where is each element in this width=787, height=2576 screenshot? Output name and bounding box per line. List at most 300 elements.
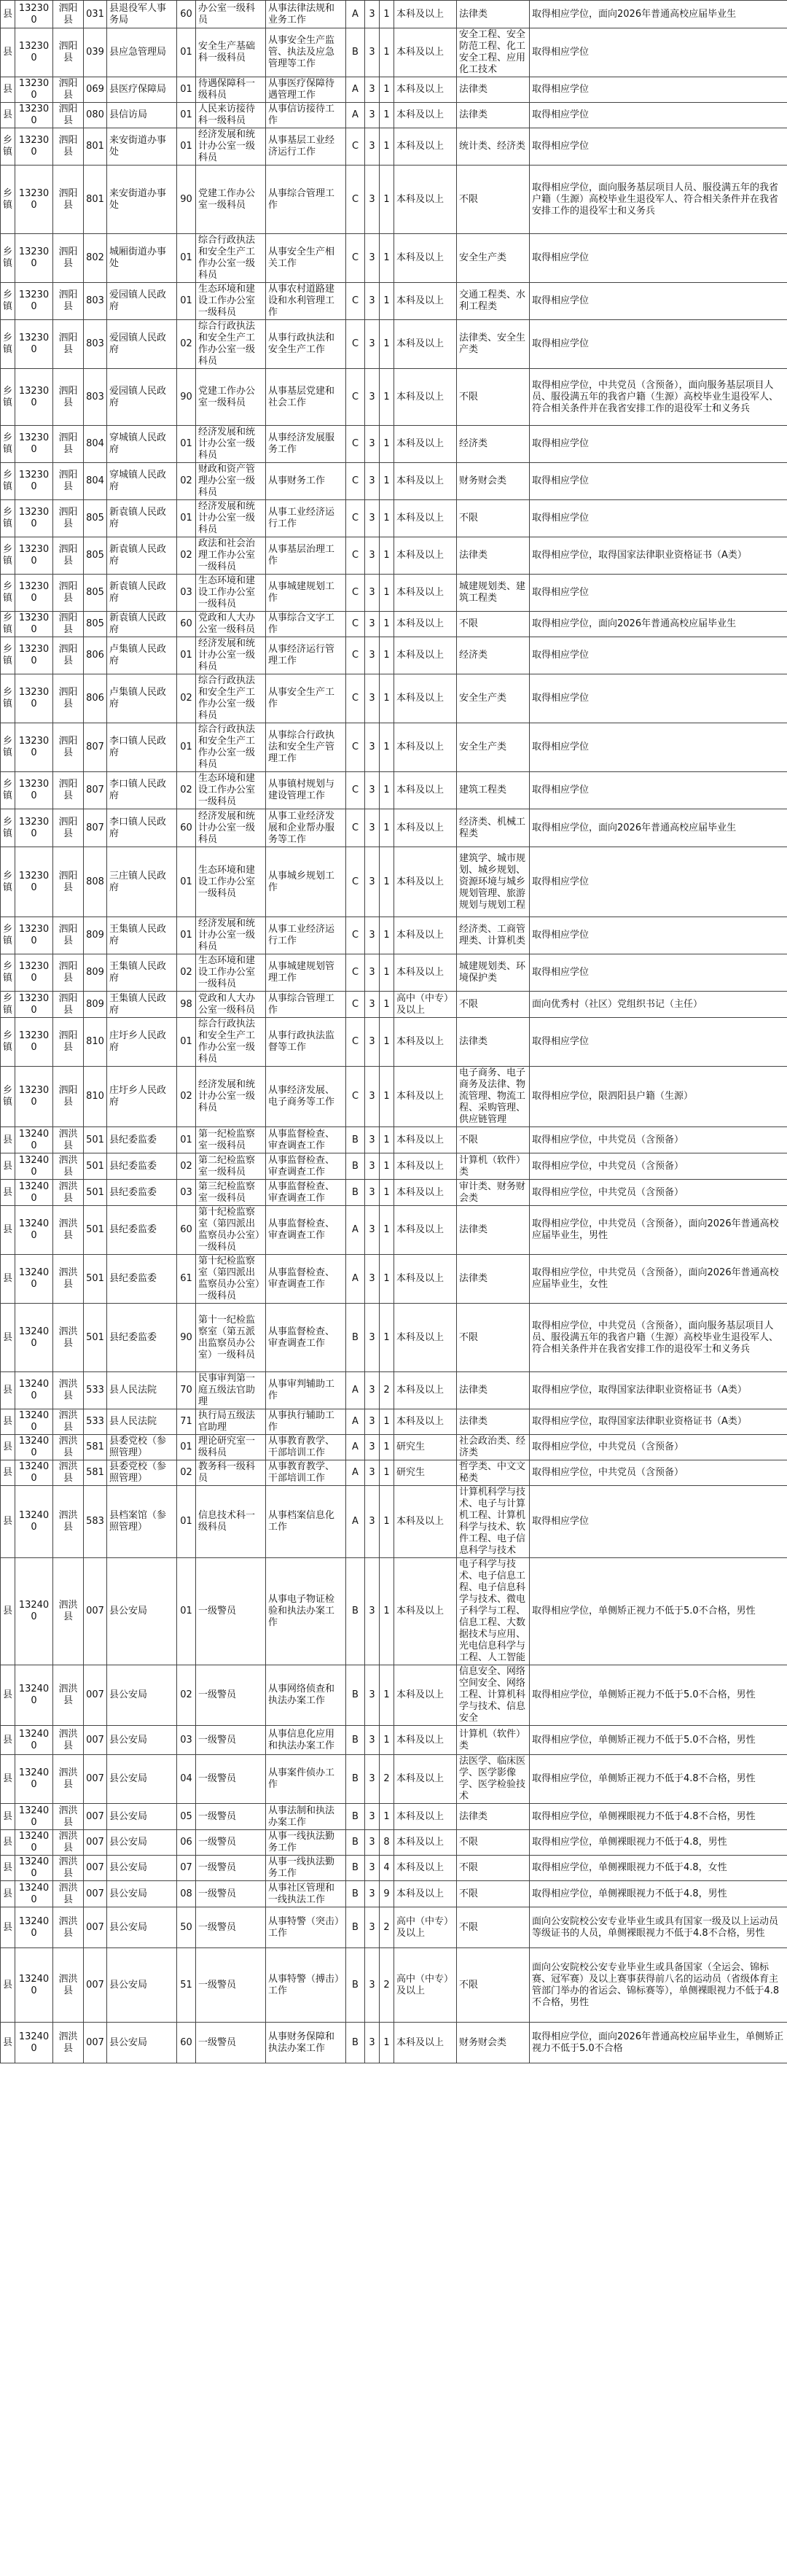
cell-pos_code: 51 bbox=[177, 1948, 196, 2023]
cell-pos_code: 01 bbox=[177, 1018, 196, 1067]
cell-code: 132300 bbox=[15, 1067, 53, 1127]
cell-level: 乡镇 bbox=[1, 426, 15, 463]
cell-major: 社会政治类、经济类 bbox=[457, 1435, 530, 1460]
cell-dept_code: 810 bbox=[84, 1067, 107, 1127]
cell-major: 计算机科学与技术、电子与计算机工程、计算机科学与技术、软件工程、电子信息科学与技术 bbox=[457, 1486, 530, 1558]
cell-other: 取得相应学位，中共党员（含预备），面向服务基层项目人员、服役满五年的我省户籍（生源）高校毕业生退役军人、符合相关条件并在我省安排工作的退役军士和义务兵 bbox=[530, 1304, 787, 1372]
cell-position: 生态环境和建设工作办公室一级科员 bbox=[196, 847, 266, 917]
cell-num2: 1 bbox=[380, 954, 394, 992]
cell-code: 132300 bbox=[15, 809, 53, 847]
table-row bbox=[1, 500, 787, 537]
cell-duty: 从事工业经济运行工作 bbox=[266, 500, 346, 537]
cell-level: 县 bbox=[1, 1558, 15, 1665]
cell-dept_code: 501 bbox=[84, 1180, 107, 1206]
cell-county: 泗阳县 bbox=[53, 426, 84, 463]
cell-num1: 3 bbox=[365, 772, 380, 809]
cell-major: 不限 bbox=[457, 1304, 530, 1372]
cell-position: 综合行政执法和安全生产工作办公室一级科员 bbox=[196, 674, 266, 723]
cell-dept_code: 801 bbox=[84, 128, 107, 166]
cell-duty: 从事基层工业经济运行工作 bbox=[266, 128, 346, 166]
cell-code: 132400 bbox=[15, 1206, 53, 1255]
cell-pos_code: 61 bbox=[177, 1255, 196, 1304]
cell-county: 泗阳县 bbox=[53, 772, 84, 809]
cell-other: 取得相应学位，单侧矫正视力不低于5.0不合格，男性 bbox=[530, 1665, 787, 1726]
cell-county: 泗阳县 bbox=[53, 166, 84, 234]
cell-major: 不限 bbox=[457, 500, 530, 537]
cell-cat: A bbox=[346, 1460, 365, 1486]
cell-other: 取得相应学位 bbox=[530, 1486, 787, 1558]
cell-duty: 从事档案信息化工作 bbox=[266, 1486, 346, 1558]
table-row bbox=[1, 1372, 787, 1409]
cell-dept_code: 810 bbox=[84, 1018, 107, 1067]
cell-edu: 本科及以上 bbox=[394, 1804, 457, 1830]
table-row bbox=[1, 1665, 787, 1726]
table-row bbox=[1, 1830, 787, 1856]
cell-num2: 1 bbox=[380, 637, 394, 674]
cell-num1: 3 bbox=[365, 28, 380, 77]
cell-pos_code: 02 bbox=[177, 674, 196, 723]
cell-other: 取得相应学位，中共党员（含预备），面向2026年普通高校应届毕业生，女性 bbox=[530, 1255, 787, 1304]
cell-code: 132400 bbox=[15, 1460, 53, 1486]
cell-dept: 县人民法院 bbox=[107, 1409, 177, 1435]
cell-position: 安全生产基础科一级科员 bbox=[196, 28, 266, 77]
cell-position: 人民来访接待科一级科员 bbox=[196, 103, 266, 128]
cell-num2: 1 bbox=[380, 1018, 394, 1067]
table-row bbox=[1, 320, 787, 369]
cell-num2: 1 bbox=[380, 1435, 394, 1460]
cell-position: 综合行政执法和安全生产工作办公室一级科员 bbox=[196, 1018, 266, 1067]
cell-county: 泗洪县 bbox=[53, 1830, 84, 1856]
table-row bbox=[1, 1804, 787, 1830]
cell-code: 132300 bbox=[15, 283, 53, 320]
cell-edu: 本科及以上 bbox=[394, 637, 457, 674]
cell-dept: 县应急管理局 bbox=[107, 28, 177, 77]
cell-edu: 本科及以上 bbox=[394, 234, 457, 283]
cell-num2: 9 bbox=[380, 1881, 394, 1907]
cell-num2: 1 bbox=[380, 320, 394, 369]
cell-major: 不限 bbox=[457, 1830, 530, 1856]
cell-county: 泗阳县 bbox=[53, 954, 84, 992]
table-row bbox=[1, 637, 787, 674]
table-row bbox=[1, 847, 787, 917]
cell-dept: 县公安局 bbox=[107, 1856, 177, 1881]
cell-level: 乡镇 bbox=[1, 575, 15, 612]
cell-major: 建筑学、城市规划、城乡规划、资源环境与城乡规划管理、旅游规划与规划工程 bbox=[457, 847, 530, 917]
cell-other: 取得相应学位，中共党员（含预备），面向服务基层项目人员、服役满五年的我省户籍（生源）高校毕业生退役军人、符合相关条件并在我省安排工作的退役军士和义务兵 bbox=[530, 369, 787, 426]
cell-num1: 3 bbox=[365, 1153, 380, 1180]
cell-edu: 本科及以上 bbox=[394, 1830, 457, 1856]
table-row bbox=[1, 537, 787, 575]
cell-pos_code: 60 bbox=[177, 1206, 196, 1255]
cell-num2: 1 bbox=[380, 1, 394, 28]
cell-position: 一级警员 bbox=[196, 1948, 266, 2023]
cell-dept_code: 501 bbox=[84, 1127, 107, 1153]
cell-edu: 本科及以上 bbox=[394, 320, 457, 369]
cell-num1: 3 bbox=[365, 1755, 380, 1804]
cell-edu: 本科及以上 bbox=[394, 77, 457, 103]
cell-num1: 3 bbox=[365, 128, 380, 166]
cell-other: 面向优秀村（社区）党组织书记（主任） bbox=[530, 992, 787, 1018]
cell-num2: 1 bbox=[380, 992, 394, 1018]
cell-edu: 本科及以上 bbox=[394, 1018, 457, 1067]
cell-dept_code: 080 bbox=[84, 103, 107, 128]
cell-county: 泗阳县 bbox=[53, 77, 84, 103]
cell-edu: 本科及以上 bbox=[394, 1856, 457, 1881]
cell-code: 132300 bbox=[15, 1018, 53, 1067]
cell-pos_code: 50 bbox=[177, 1907, 196, 1948]
cell-county: 泗阳县 bbox=[53, 103, 84, 128]
cell-major: 安全生产类 bbox=[457, 234, 530, 283]
cell-cat: B bbox=[346, 1726, 365, 1755]
cell-duty: 从事财务保障和执法办案工作 bbox=[266, 2023, 346, 2063]
cell-other: 取得相应学位 bbox=[530, 954, 787, 992]
cell-edu: 本科及以上 bbox=[394, 369, 457, 426]
cell-dept_code: 533 bbox=[84, 1409, 107, 1435]
cell-pos_code: 02 bbox=[177, 463, 196, 500]
cell-major: 统计类、经济类 bbox=[457, 128, 530, 166]
cell-level: 县 bbox=[1, 2023, 15, 2063]
cell-code: 132300 bbox=[15, 103, 53, 128]
cell-num2: 1 bbox=[380, 1180, 394, 1206]
cell-major: 不限 bbox=[457, 1948, 530, 2023]
cell-num1: 3 bbox=[365, 1180, 380, 1206]
cell-position: 一级警员 bbox=[196, 1665, 266, 1726]
cell-major: 法律类 bbox=[457, 1255, 530, 1304]
cell-pos_code: 01 bbox=[177, 1127, 196, 1153]
cell-cat: C bbox=[346, 723, 365, 772]
cell-edu: 本科及以上 bbox=[394, 1304, 457, 1372]
cell-num1: 3 bbox=[365, 1127, 380, 1153]
cell-num1: 3 bbox=[365, 1067, 380, 1127]
cell-code: 132300 bbox=[15, 500, 53, 537]
cell-major: 不限 bbox=[457, 1907, 530, 1948]
cell-other: 取得相应学位 bbox=[530, 674, 787, 723]
cell-other: 取得相应学位 bbox=[530, 723, 787, 772]
cell-position: 综合行政执法和安全生产工作办公室一级科员 bbox=[196, 234, 266, 283]
cell-cat: C bbox=[346, 500, 365, 537]
cell-duty: 从事农村道路建设和水利管理工作 bbox=[266, 283, 346, 320]
cell-duty: 从事监督检查、审查调查工作 bbox=[266, 1153, 346, 1180]
cell-level: 县 bbox=[1, 1665, 15, 1726]
cell-num1: 3 bbox=[365, 674, 380, 723]
cell-duty: 从事网络侦查和执法办案工作 bbox=[266, 1665, 346, 1726]
cell-num2: 1 bbox=[380, 575, 394, 612]
cell-pos_code: 02 bbox=[177, 1665, 196, 1726]
cell-pos_code: 02 bbox=[177, 1067, 196, 1127]
cell-pos_code: 01 bbox=[177, 128, 196, 166]
cell-edu: 本科及以上 bbox=[394, 612, 457, 637]
cell-pos_code: 01 bbox=[177, 1435, 196, 1460]
cell-other: 取得相应学位，取得国家法律职业资格证书（A类） bbox=[530, 1372, 787, 1409]
table-row bbox=[1, 674, 787, 723]
cell-dept_code: 805 bbox=[84, 612, 107, 637]
cell-pos_code: 04 bbox=[177, 1755, 196, 1804]
cell-cat: C bbox=[346, 369, 365, 426]
cell-code: 132400 bbox=[15, 1558, 53, 1665]
cell-position: 办公室一级科员 bbox=[196, 1, 266, 28]
cell-other: 面向公安院校公安专业毕业生或具备国家（全运会、锦标赛、冠军赛）及以上赛事获得前八名的运动员（省级体育主管部门举办的省运会、锦标赛等），单侧裸眼视力不低于4.8不合格，男性 bbox=[530, 1948, 787, 2023]
cell-pos_code: 01 bbox=[177, 723, 196, 772]
cell-num2: 2 bbox=[380, 1948, 394, 2023]
cell-num1: 3 bbox=[365, 809, 380, 847]
cell-cat: B bbox=[346, 1830, 365, 1856]
cell-num1: 3 bbox=[365, 1830, 380, 1856]
cell-edu: 本科及以上 bbox=[394, 674, 457, 723]
cell-num2: 1 bbox=[380, 772, 394, 809]
table-row bbox=[1, 575, 787, 612]
cell-dept_code: 007 bbox=[84, 1665, 107, 1726]
cell-position: 第十纪检监察室（第四派出监察员办公室）一级科员 bbox=[196, 1255, 266, 1304]
cell-cat: C bbox=[346, 637, 365, 674]
cell-dept_code: 007 bbox=[84, 1856, 107, 1881]
cell-county: 泗洪县 bbox=[53, 1127, 84, 1153]
cell-cat: C bbox=[346, 847, 365, 917]
cell-level: 县 bbox=[1, 1153, 15, 1180]
table-row bbox=[1, 1881, 787, 1907]
cell-num1: 3 bbox=[365, 166, 380, 234]
cell-other: 取得相应学位，单侧裸眼视力不低于4.8，男性 bbox=[530, 1881, 787, 1907]
cell-num1: 3 bbox=[365, 537, 380, 575]
cell-edu: 本科及以上 bbox=[394, 28, 457, 77]
cell-num1: 3 bbox=[365, 1665, 380, 1726]
cell-num2: 1 bbox=[380, 1804, 394, 1830]
cell-duty: 从事案件侦办工作 bbox=[266, 1755, 346, 1804]
cell-major: 交通工程类、水利工程类 bbox=[457, 283, 530, 320]
cell-code: 132400 bbox=[15, 1255, 53, 1304]
cell-major: 城建规划类、环境保护类 bbox=[457, 954, 530, 992]
cell-cat: B bbox=[346, 1180, 365, 1206]
cell-dept: 县纪委监委 bbox=[107, 1180, 177, 1206]
cell-cat: C bbox=[346, 992, 365, 1018]
cell-cat: B bbox=[346, 1856, 365, 1881]
cell-major: 信息安全、网络空间安全、网络工程、计算机科学与技术、信息安全 bbox=[457, 1665, 530, 1726]
cell-position: 财政和资产管理办公室一级科员 bbox=[196, 463, 266, 500]
cell-other: 取得相应学位，限泗阳县户籍（生源） bbox=[530, 1067, 787, 1127]
cell-code: 132400 bbox=[15, 1726, 53, 1755]
cell-dept: 县公安局 bbox=[107, 1755, 177, 1804]
cell-county: 泗阳县 bbox=[53, 28, 84, 77]
cell-dept_code: 007 bbox=[84, 1755, 107, 1804]
cell-duty: 从事镇村规划与建设管理工作 bbox=[266, 772, 346, 809]
cell-edu: 本科及以上 bbox=[394, 128, 457, 166]
cell-dept: 县委党校（参照管理） bbox=[107, 1460, 177, 1486]
cell-dept: 县纪委监委 bbox=[107, 1206, 177, 1255]
cell-county: 泗洪县 bbox=[53, 1180, 84, 1206]
cell-cat: B bbox=[346, 28, 365, 77]
cell-duty: 从事监督检查、审查调查工作 bbox=[266, 1255, 346, 1304]
cell-dept_code: 007 bbox=[84, 1907, 107, 1948]
cell-code: 132400 bbox=[15, 1907, 53, 1948]
cell-dept_code: 501 bbox=[84, 1255, 107, 1304]
cell-county: 泗阳县 bbox=[53, 234, 84, 283]
cell-num2: 1 bbox=[380, 1726, 394, 1755]
cell-code: 132300 bbox=[15, 1, 53, 28]
cell-num1: 3 bbox=[365, 1948, 380, 2023]
cell-cat: C bbox=[346, 575, 365, 612]
cell-position: 第十一纪检监察室（第五派出监察员办公室）一级科员 bbox=[196, 1304, 266, 1372]
cell-level: 县 bbox=[1, 1830, 15, 1856]
cell-dept_code: 803 bbox=[84, 320, 107, 369]
cell-other: 取得相应学位 bbox=[530, 463, 787, 500]
table-row bbox=[1, 1907, 787, 1948]
cell-num2: 1 bbox=[380, 234, 394, 283]
cell-num2: 1 bbox=[380, 500, 394, 537]
cell-pos_code: 02 bbox=[177, 320, 196, 369]
cell-level: 乡镇 bbox=[1, 847, 15, 917]
cell-position: 第十纪检监察室（第四派出监察员办公室）一级科员 bbox=[196, 1206, 266, 1255]
cell-level: 乡镇 bbox=[1, 723, 15, 772]
cell-dept_code: 804 bbox=[84, 426, 107, 463]
cell-duty: 从事综合行政执法和安全生产管理工作 bbox=[266, 723, 346, 772]
cell-num1: 3 bbox=[365, 1, 380, 28]
cell-code: 132400 bbox=[15, 1304, 53, 1372]
cell-num1: 3 bbox=[365, 103, 380, 128]
cell-code: 132300 bbox=[15, 575, 53, 612]
cell-num2: 2 bbox=[380, 1755, 394, 1804]
table-row bbox=[1, 1856, 787, 1881]
cell-num1: 3 bbox=[365, 1018, 380, 1067]
cell-dept: 县纪委监委 bbox=[107, 1153, 177, 1180]
cell-num2: 1 bbox=[380, 847, 394, 917]
cell-other: 取得相应学位，单侧裸眼视力不低于4.8，男性 bbox=[530, 1830, 787, 1856]
cell-dept_code: 039 bbox=[84, 28, 107, 77]
cell-dept_code: 807 bbox=[84, 772, 107, 809]
cell-dept_code: 807 bbox=[84, 723, 107, 772]
cell-cat: A bbox=[346, 103, 365, 128]
cell-duty: 从事特警（突击）工作 bbox=[266, 1907, 346, 1948]
cell-other: 取得相应学位，中共党员（含预备） bbox=[530, 1127, 787, 1153]
cell-num2: 1 bbox=[380, 1067, 394, 1127]
cell-cat: B bbox=[346, 1558, 365, 1665]
cell-dept: 穿城镇人民政府 bbox=[107, 463, 177, 500]
cell-dept_code: 533 bbox=[84, 1372, 107, 1409]
cell-level: 县 bbox=[1, 1127, 15, 1153]
table-row bbox=[1, 1018, 787, 1067]
cell-duty: 从事监督检查、审查调查工作 bbox=[266, 1304, 346, 1372]
cell-dept_code: 583 bbox=[84, 1486, 107, 1558]
cell-pos_code: 02 bbox=[177, 954, 196, 992]
cell-level: 乡镇 bbox=[1, 128, 15, 166]
cell-num2: 1 bbox=[380, 1486, 394, 1558]
cell-level: 乡镇 bbox=[1, 992, 15, 1018]
cell-cat: C bbox=[346, 463, 365, 500]
cell-duty: 从事执行辅助工作 bbox=[266, 1409, 346, 1435]
cell-dept_code: 501 bbox=[84, 1153, 107, 1180]
cell-edu: 本科及以上 bbox=[394, 1372, 457, 1409]
cell-other: 取得相应学位 bbox=[530, 426, 787, 463]
cell-county: 泗洪县 bbox=[53, 1665, 84, 1726]
cell-code: 132300 bbox=[15, 917, 53, 954]
cell-dept_code: 805 bbox=[84, 537, 107, 575]
cell-major: 不限 bbox=[457, 1881, 530, 1907]
table-row bbox=[1, 1755, 787, 1804]
cell-dept_code: 803 bbox=[84, 369, 107, 426]
cell-level: 县 bbox=[1, 1460, 15, 1486]
cell-code: 132400 bbox=[15, 1948, 53, 2023]
cell-county: 泗阳县 bbox=[53, 369, 84, 426]
cell-cat: C bbox=[346, 772, 365, 809]
cell-code: 132400 bbox=[15, 1755, 53, 1804]
cell-county: 泗阳县 bbox=[53, 674, 84, 723]
cell-pos_code: 01 bbox=[177, 234, 196, 283]
cell-num1: 3 bbox=[365, 1881, 380, 1907]
cell-major: 财务财会类 bbox=[457, 463, 530, 500]
cell-level: 县 bbox=[1, 1435, 15, 1460]
cell-position: 经济发展和统计办公室一级科员 bbox=[196, 500, 266, 537]
cell-edu: 本科及以上 bbox=[394, 917, 457, 954]
cell-edu: 本科及以上 bbox=[394, 1486, 457, 1558]
cell-dept_code: 807 bbox=[84, 809, 107, 847]
cell-duty: 从事安全生产工作 bbox=[266, 674, 346, 723]
cell-major: 法律类 bbox=[457, 537, 530, 575]
cell-county: 泗洪县 bbox=[53, 1881, 84, 1907]
cell-code: 132300 bbox=[15, 234, 53, 283]
cell-dept_code: 803 bbox=[84, 283, 107, 320]
cell-pos_code: 02 bbox=[177, 537, 196, 575]
cell-duty: 从事医疗保障待遇管理工作 bbox=[266, 77, 346, 103]
table-row bbox=[1, 283, 787, 320]
cell-county: 泗阳县 bbox=[53, 637, 84, 674]
cell-dept_code: 806 bbox=[84, 674, 107, 723]
cell-num2: 1 bbox=[380, 537, 394, 575]
cell-code: 132300 bbox=[15, 166, 53, 234]
cell-county: 泗洪县 bbox=[53, 1726, 84, 1755]
cell-num2: 1 bbox=[380, 1304, 394, 1372]
cell-dept_code: 007 bbox=[84, 2023, 107, 2063]
cell-other: 取得相应学位 bbox=[530, 234, 787, 283]
cell-code: 132300 bbox=[15, 992, 53, 1018]
cell-position: 经济发展和统计办公室一级科员 bbox=[196, 809, 266, 847]
table-row bbox=[1, 1486, 787, 1558]
cell-cat: C bbox=[346, 1018, 365, 1067]
cell-code: 132400 bbox=[15, 1856, 53, 1881]
cell-num2: 1 bbox=[380, 1127, 394, 1153]
cell-num1: 3 bbox=[365, 1435, 380, 1460]
cell-duty: 从事安全生产相关工作 bbox=[266, 234, 346, 283]
cell-edu: 本科及以上 bbox=[394, 1255, 457, 1304]
cell-cat: C bbox=[346, 612, 365, 637]
cell-edu: 本科及以上 bbox=[394, 1206, 457, 1255]
cell-edu: 本科及以上 bbox=[394, 1, 457, 28]
cell-num2: 1 bbox=[380, 809, 394, 847]
cell-dept: 县信访局 bbox=[107, 103, 177, 128]
table-row bbox=[1, 1153, 787, 1180]
cell-position: 一级警员 bbox=[196, 1558, 266, 1665]
cell-cat: C bbox=[346, 320, 365, 369]
cell-pos_code: 60 bbox=[177, 1, 196, 28]
cell-major: 安全生产类 bbox=[457, 674, 530, 723]
table-row bbox=[1, 1558, 787, 1665]
cell-county: 泗洪县 bbox=[53, 1409, 84, 1435]
cell-num2: 1 bbox=[380, 1409, 394, 1435]
cell-position: 政法和社会治理工作办公室一级科员 bbox=[196, 537, 266, 575]
cell-pos_code: 02 bbox=[177, 772, 196, 809]
cell-dept_code: 069 bbox=[84, 77, 107, 103]
cell-county: 泗阳县 bbox=[53, 1, 84, 28]
cell-level: 乡镇 bbox=[1, 369, 15, 426]
cell-num2: 1 bbox=[380, 674, 394, 723]
cell-edu: 本科及以上 bbox=[394, 723, 457, 772]
cell-level: 县 bbox=[1, 1948, 15, 2023]
cell-major: 建筑工程类 bbox=[457, 772, 530, 809]
cell-county: 泗洪县 bbox=[53, 1755, 84, 1804]
cell-duty: 从事监督检查、审查调查工作 bbox=[266, 1180, 346, 1206]
cell-other: 取得相应学位，中共党员（含预备） bbox=[530, 1460, 787, 1486]
cell-duty: 从事审判辅助工作 bbox=[266, 1372, 346, 1409]
table-row bbox=[1, 166, 787, 234]
cell-duty: 从事城建规划管理工作 bbox=[266, 954, 346, 992]
cell-pos_code: 01 bbox=[177, 1486, 196, 1558]
